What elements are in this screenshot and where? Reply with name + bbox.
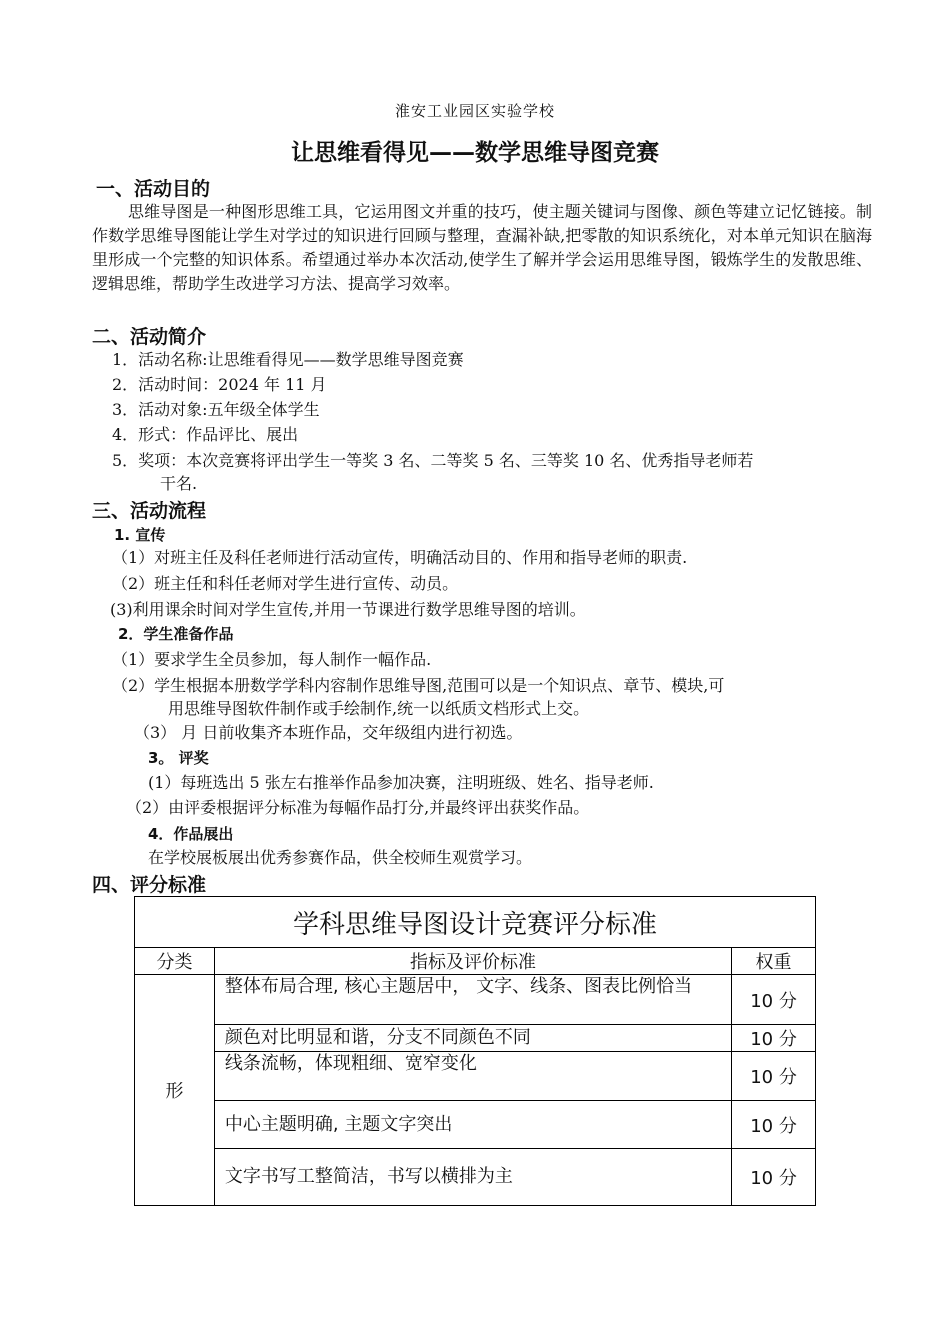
criterion-cell: 颜色对比明显和谐，分支不同颜色不同 [214,1025,731,1052]
school-name: 淮安工业园区实验学校 [394,102,555,120]
process-sub-prepare: 2．学生准备作品 [118,625,234,643]
publicity-item-2: （2）班主任和科任老师对学生进行宣传、动员。 [112,574,459,593]
publicity-item-3: (3)利用课余时间对学生宣传,并用一节课进行数学思维导图的培训。 [110,600,586,619]
prepare-item-2-cont: 用思维导图软件制作或手绘制作,统一以纸质文档形式上交。 [168,699,590,718]
prepare-item-1: （1）要求学生全员参加，每人制作一幅作品. [112,650,432,669]
document-title: 让思维看得见——数学思维导图竞赛 [291,140,659,166]
scoring-table [134,896,816,1206]
award-item-2: （2）由评委根据评分标准为每幅作品打分,并最终评出获奖作品。 [126,798,590,817]
section-heading-purpose: 一、活动目的 [96,178,211,200]
purpose-paragraph: 思维导图是一种图形思维工具，它运用图文并重的技巧，使主题关键词与图像、颜色等建立记忆链接。制作数学思维导图能让学生对学过的知识进行回顾与整理，查漏补缺,把零散的知识系统化，对本单元知识在脑海里形成一个完整的知识体系。希望通过举办本次活动,使学生了解并学会运用思维导图，锻炼学生的发散思维、逻辑思维，帮助学生改进学习方法、提高学习效率。 [92,202,872,293]
criterion-cell: 文字书写工整简洁，书写以横排为主 [214,1149,731,1206]
prepare-item-2: （2）学生根据本册数学学科内容制作思维导图,范围可以是一个知识点、章节、模块,可 [112,676,725,695]
criterion-cell: 线条流畅，体现粗细、宽窄变化 [214,1052,731,1101]
section-heading-scoring: 四、评分标准 [92,874,207,896]
section-heading-intro: 二、活动简介 [92,326,207,348]
header-category: 分类 [135,948,215,975]
header-criteria: 指标及评价标准 [214,948,731,975]
intro-item-2: 2．活动时间：2024 年 11 月 [112,375,327,394]
intro-item-5-cont: 干名. [160,474,198,493]
category-form: 形 [135,975,215,1206]
publicity-item-1: （1）对班主任及科任老师进行活动宣传，明确活动目的、作用和指导老师的职责. [112,548,688,567]
exhibit-item-1: 在学校展板展出优秀参赛作品，供全校师生观赏学习。 [148,848,533,867]
intro-item-4: 4．形式：作品评比、展出 [112,425,299,444]
award-item-1: (1）每班选出 5 张左右推举作品参加决赛，注明班级、姓名、指导老师. [148,773,654,792]
intro-item-1: 1．活动名称:让思维看得见——数学思维导图竞赛 [112,350,464,369]
intro-item-5: 5．奖项：本次竞赛将评出学生一等奖 3 名、二等奖 5 名、三等奖 10 名、优秀指导老师若 [112,451,754,470]
table-caption: 学科思维导图设计竞赛评分标准 [135,897,816,948]
criterion-cell: 中心主题明确, 主题文字突出 [214,1101,731,1149]
criterion-cell: 整体布局合理, 核心主题居中， 文字、线条、图表比例恰当 [214,975,731,1025]
process-sub-exhibit: 4．作品展出 [148,825,234,843]
weight-cell: 10 分 [732,1149,816,1206]
weight-cell: 10 分 [732,1052,816,1101]
intro-item-3: 3．活动对象:五年级全体学生 [112,400,320,419]
process-sub-publicity: 1. 宣传 [114,526,166,544]
section-heading-process: 三、活动流程 [92,500,207,522]
weight-cell: 10 分 [732,975,816,1025]
weight-cell: 10 分 [732,1101,816,1149]
prepare-item-3: （3） 月 日前收集齐本班作品，交年级组内进行初选。 [134,723,523,742]
header-weight: 权重 [732,948,816,975]
weight-cell: 10 分 [732,1025,816,1052]
process-sub-award: 3。 评奖 [148,749,209,767]
